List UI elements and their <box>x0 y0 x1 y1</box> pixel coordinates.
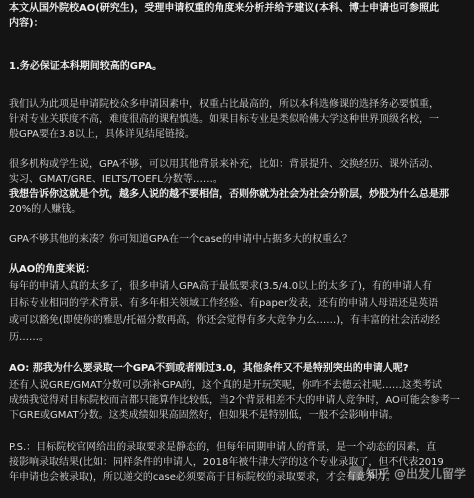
intro-line-2: 内容)： <box>9 18 44 29</box>
paragraph-line: 还有人说GRE/GMAT分数可以弥补GPA的，这个真的是开玩笑呢，你咋不去德云社呢……这类考试 <box>9 380 442 391</box>
paragraph-line: 目标专业相同的学术背景、有多年相关领域工作经验、有paper发表，还有的申请人母语还是英语 <box>9 298 439 309</box>
section-heading-ao: 从AO的角度来说： <box>9 264 96 275</box>
paragraph-line: 下GRE或GMAT分数。这类成绩如果高固然好，但如果不是特别低，一般不会影响申请。 <box>9 410 399 421</box>
watermark-text: 知乎 @出发儿留学 <box>365 467 466 481</box>
paragraph-line: 般GPA要在3.8以上，具体详见结尾链接。 <box>9 129 195 140</box>
ao-question-line: AO: 那我为什么要录取一个GPA不到或者刚过3.0，其他条件又不是特别突出的申请人呢? <box>9 363 409 374</box>
paragraph-line: 我们认为此项是申请院校众多申请因素中，权重占比最高的，所以本科选修课的选择务必要慎重， <box>9 99 439 110</box>
question-line: GPA不够其他的来凑？你可知道GPA在一个case的申请中占据多大的权重么？ <box>9 234 352 245</box>
zhihu-watermark <box>349 465 466 482</box>
paragraph-line: 成绩我觉得对目标院校而言都只能算作比较低，当2个背景相差不大的申请人竞争时，AO可能会参考一 <box>9 395 460 406</box>
paragraph-line: 20%的人赚钱。 <box>9 204 82 215</box>
paragraph-line: 每年的申请人真的太多了，很多申请人GPA高于最低要求(3.5/4.0以上的太多了)，有的申请人有 <box>9 281 432 292</box>
paragraph-line: 或可以豁免(即使你的雅思/托福分数再高，你还会觉得有多大竞争力么……)，有丰富的社会活动经 <box>9 315 441 326</box>
ps-line: 接影响录取结果(比如：同样条件的申请人，2018年被牛津大学的这个专业录取了，但不代表2019 <box>9 457 444 468</box>
paragraph-line: 很多机构或学生说，GPA不够，可以用其他背景来补充，比如：背景提升、交换经历、课外活动、 <box>9 159 439 170</box>
section-heading-gpa: 1.务必保证本科期间较高的GPA。 <box>9 61 163 72</box>
ps-line: P.S.：目标院校官网给出的录取要求是静态的，但每年同期申请人的背景，是一个动态的因素，直 <box>9 442 437 453</box>
paragraph-line: 实习、GMAT/GRE、IELTS/TOEFL分数等……。 <box>9 174 223 185</box>
zhihu-logo-icon <box>349 466 363 480</box>
paragraph-line: 针对专业关联度不高，难度很高的课程慎选。如果目标专业是类似哈佛大学这种世界顶级名校，一 <box>9 114 439 125</box>
emphasis-line: 我想告诉你这就是个坑，越多人说的越不要相信，否则你就为社会为社会分阶层，炒股为什么总是那 <box>9 189 449 200</box>
ps-line: 年申请也会被录取)，所以递交的case必须要高于目标院校的录取要求，才会有竞争力。 <box>9 472 396 483</box>
intro-line-1: 本文从国外院校AO(研究生)，受理申请权重的角度来分析并给予建议(本科、博士申请也可参照此 <box>9 3 439 14</box>
paragraph-line: 历……。 <box>9 332 49 343</box>
